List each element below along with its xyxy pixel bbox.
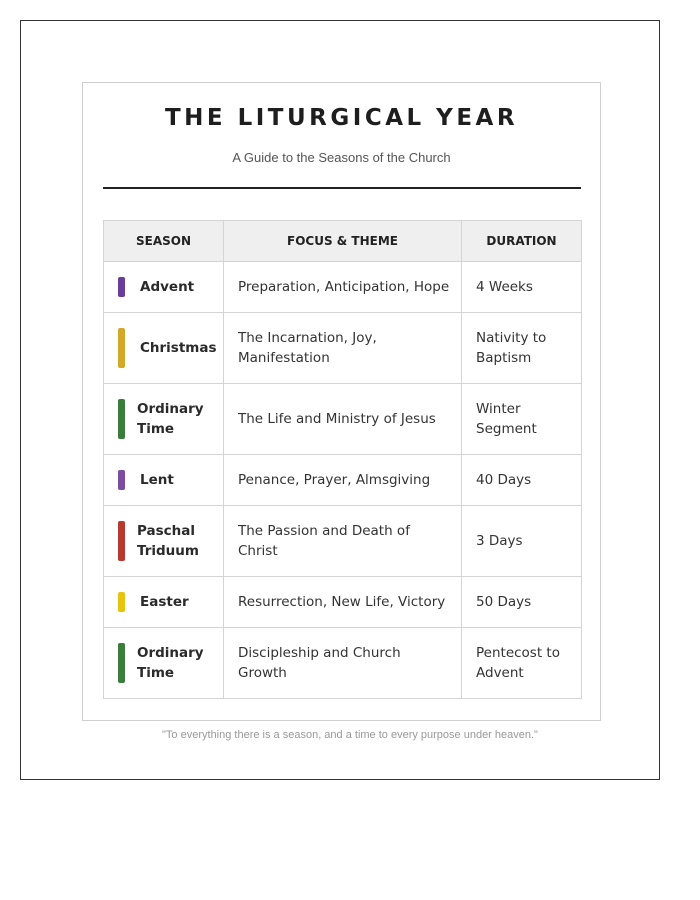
season-color-swatch — [118, 592, 125, 612]
duration-cell: Winter Segment — [462, 384, 582, 455]
duration-cell: Pentecost to Advent — [462, 628, 582, 699]
focus-cell: Resurrection, New Life, Victory — [224, 577, 462, 628]
season-color-swatch — [118, 328, 125, 368]
season-name: Ordinary Time — [137, 401, 204, 437]
table-row — [104, 628, 582, 699]
season-name: Lent — [140, 472, 174, 488]
season-color-swatch — [118, 643, 125, 683]
footer-quote: "To everything there is a season, and a time to every purpose under heaven." — [162, 729, 538, 741]
season-color-swatch — [118, 277, 125, 297]
table-row — [104, 577, 582, 628]
table-row — [104, 384, 582, 455]
season-cell — [104, 577, 224, 628]
season-name: Paschal Triduum — [137, 523, 199, 559]
focus-cell: The Incarnation, Joy, Manifestation — [224, 313, 462, 384]
table-row — [104, 506, 582, 577]
duration-cell: 4 Weeks — [462, 262, 582, 313]
header-season: SEASON — [104, 221, 224, 262]
season-name: Advent — [140, 279, 195, 295]
season-cell — [104, 628, 224, 699]
header-focus: FOCUS & THEME — [224, 221, 462, 262]
page-title: THE LITURGICAL YEAR — [164, 105, 519, 131]
page-frame — [20, 20, 660, 780]
focus-cell: Preparation, Anticipation, Hope — [224, 262, 462, 313]
page-subtitle: A Guide to the Seasons of the Church — [232, 150, 451, 165]
season-cell — [104, 262, 224, 313]
season-name: Easter — [140, 594, 189, 610]
season-color-swatch — [118, 521, 125, 561]
duration-cell: 40 Days — [462, 455, 582, 506]
table-row — [104, 313, 582, 384]
duration-cell: 3 Days — [462, 506, 582, 577]
season-cell — [104, 506, 224, 577]
season-name: Ordinary Time — [137, 645, 204, 681]
season-color-swatch — [118, 470, 125, 490]
season-color-swatch — [118, 399, 125, 439]
liturgical-year-card — [82, 82, 601, 721]
season-cell — [104, 313, 224, 384]
duration-cell: Nativity to Baptism — [462, 313, 582, 384]
season-cell — [104, 455, 224, 506]
title-divider — [103, 187, 581, 189]
table-row — [104, 262, 582, 313]
duration-cell: 50 Days — [462, 577, 582, 628]
season-name: Christmas — [140, 340, 217, 356]
focus-cell: Penance, Prayer, Almsgiving — [224, 455, 462, 506]
table-header-row — [104, 221, 582, 262]
focus-cell: The Life and Ministry of Jesus — [224, 384, 462, 455]
focus-cell: Discipleship and Church Growth — [224, 628, 462, 699]
table-row — [104, 455, 582, 506]
header-duration: DURATION — [462, 221, 582, 262]
season-cell — [104, 384, 224, 455]
seasons-table — [103, 220, 582, 699]
focus-cell: The Passion and Death of Christ — [224, 506, 462, 577]
